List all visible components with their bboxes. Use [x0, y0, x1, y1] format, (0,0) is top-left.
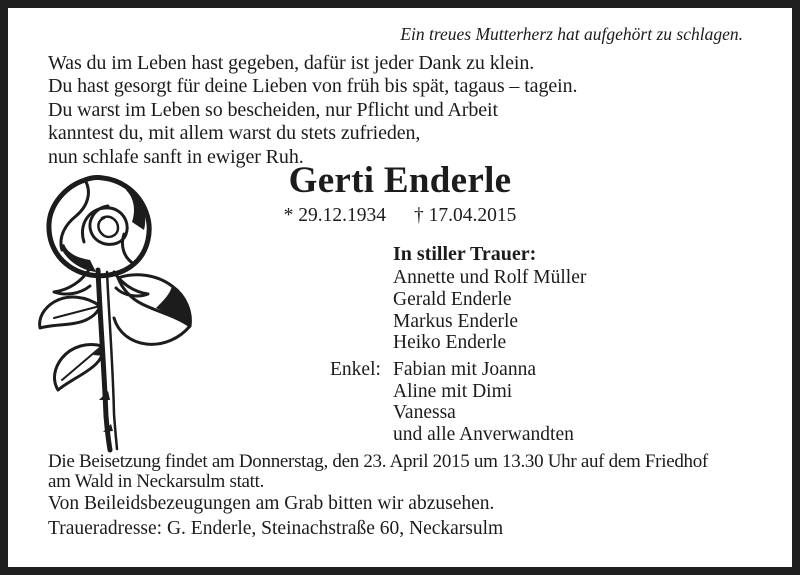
mourners-list — [393, 267, 586, 354]
death-date: † 17.04.2015 — [414, 205, 517, 226]
mourner-name: Heiko Enderle — [393, 332, 507, 354]
motto-line: Ein treues Mutterherz hat aufgehört zu schlagen. — [400, 24, 743, 44]
poem-line: Du hast gesorgt für deine Lieben von früh bis spät, tagaus – tagein. — [48, 75, 578, 98]
mourning-address: Traueradresse: G. Enderle, Steinachstraße 60, Neckarsulm — [48, 518, 504, 539]
mourner-name: Gerald Enderle — [393, 288, 512, 310]
deceased-name: Gerti Enderle — [288, 160, 512, 201]
grandchild-name: Fabian mit Joanna — [393, 359, 536, 380]
grandchildren-list — [393, 359, 574, 445]
grandchildren-label: Enkel: — [330, 359, 381, 380]
birth-date: * 29.12.1934 — [283, 205, 386, 226]
poem-line: nun schlafe sanft in ewiger Ruh. — [48, 145, 304, 168]
poem-line: Du warst im Leben so bescheiden, nur Pflicht und Arbeit — [48, 98, 498, 121]
grandchild-name: Aline mit Dimi — [393, 380, 513, 402]
grandchild-name: und alle Anverwandten — [393, 423, 574, 445]
mourning-heading: In stiller Trauer: — [393, 243, 537, 265]
mourner-name: Annette und Rolf Müller — [393, 267, 587, 288]
funeral-info-line: am Wald in Neckarsulm statt. — [48, 471, 265, 492]
condolence-note: Von Beileidsbezeugungen am Grab bitten wir abzusehen. — [48, 493, 495, 514]
poem-block — [48, 52, 577, 169]
grandchild-name: Vanessa — [393, 402, 456, 423]
life-dates — [8, 205, 792, 227]
poem-line: kanntest du, mit allem warst du stets zufrieden, — [48, 122, 421, 145]
poem-line: Was du im Leben hast gegeben, dafür ist jeder Dank zu klein. — [48, 52, 535, 74]
mourner-name: Markus Enderle — [393, 310, 519, 332]
funeral-info-line: Die Beisetzung findet am Donnerstag, den 23. April 2015 um 13.30 Uhr auf dem Friedhof — [48, 451, 708, 472]
